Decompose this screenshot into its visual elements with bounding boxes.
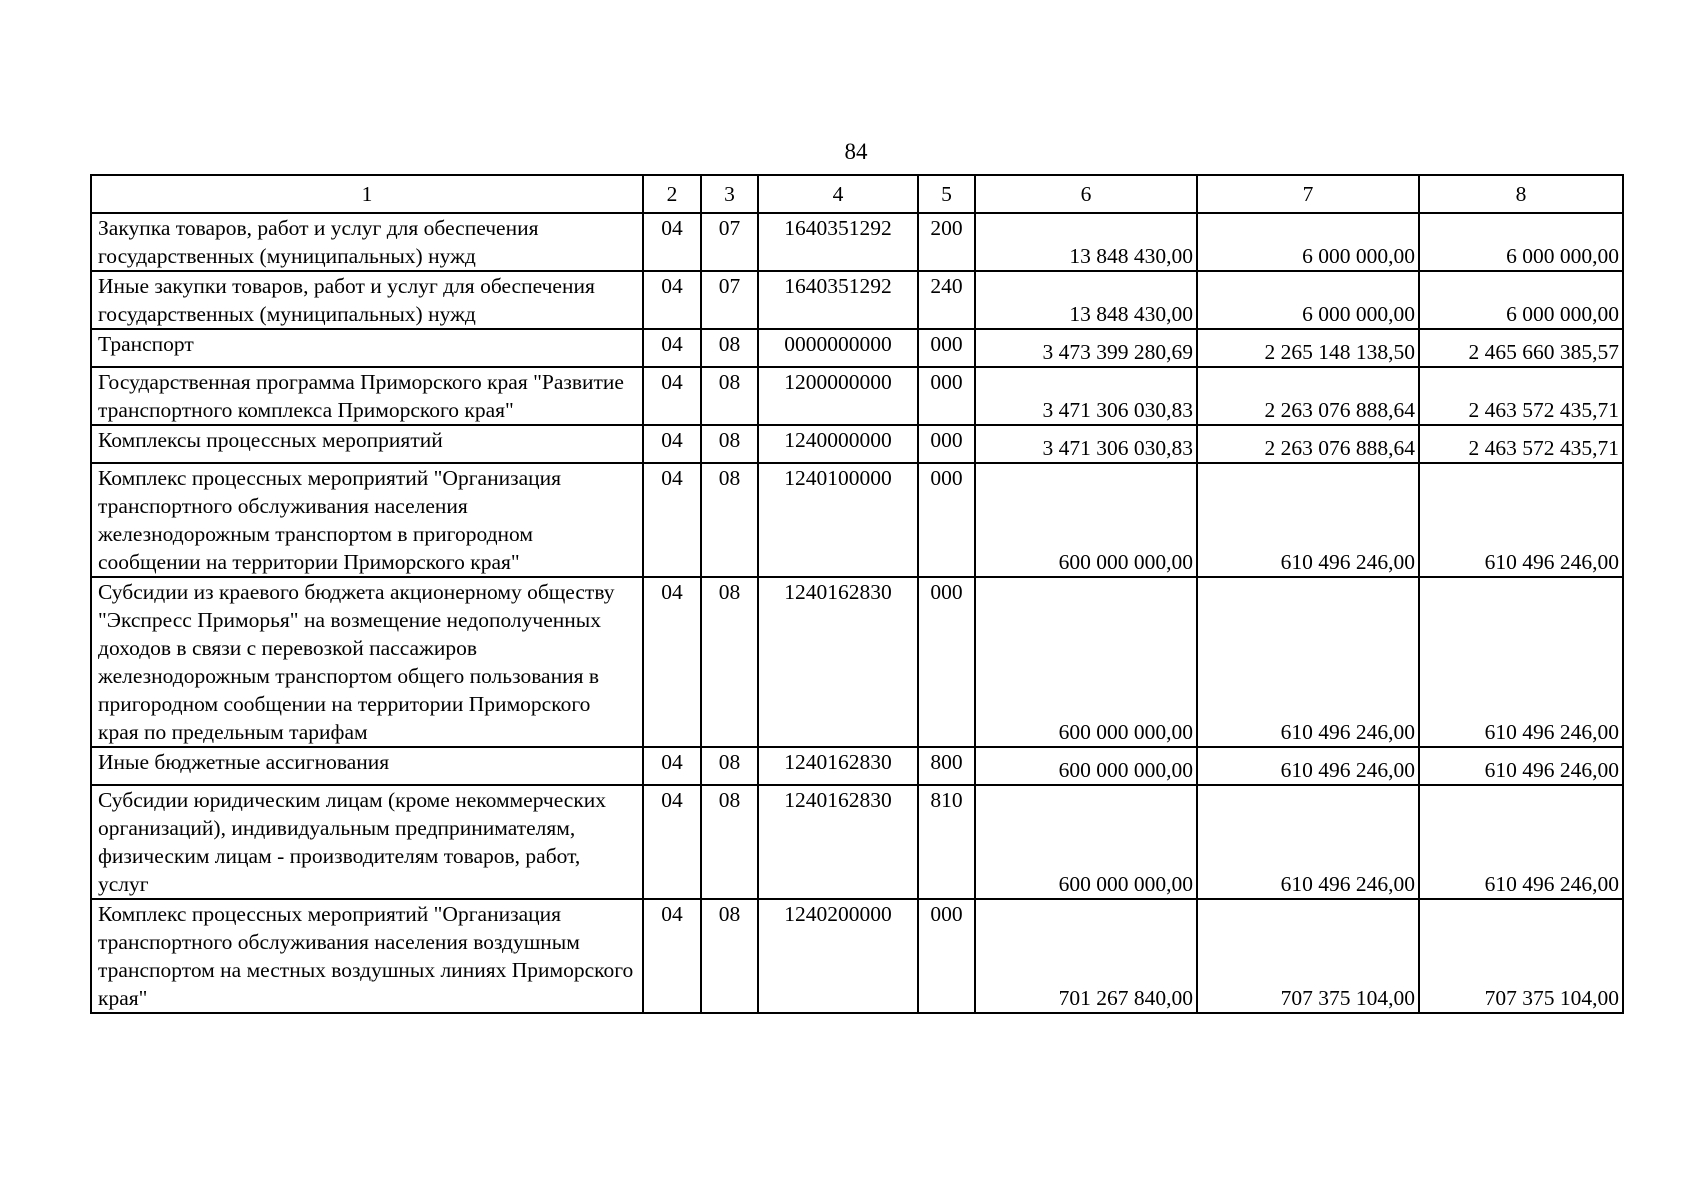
column-header: 2: [643, 175, 701, 213]
row-expense-type: 240: [918, 271, 975, 329]
column-header: 1: [91, 175, 643, 213]
table-row: [91, 899, 1623, 1013]
row-amount-col7: 2 263 076 888,64: [1197, 425, 1419, 463]
row-amount-col8: 6 000 000,00: [1419, 213, 1623, 271]
row-amount-col7: 610 496 246,00: [1197, 577, 1419, 747]
column-header: 8: [1419, 175, 1623, 213]
table-row: [91, 425, 1623, 463]
row-target-code: 1640351292: [758, 213, 918, 271]
row-target-code: 1200000000: [758, 367, 918, 425]
table-row: [91, 367, 1623, 425]
row-target-code: 1240200000: [758, 899, 918, 1013]
row-expense-type: 000: [918, 899, 975, 1013]
table-header-row: [91, 175, 1623, 213]
table-row: [91, 785, 1623, 899]
row-subsection: 07: [701, 213, 758, 271]
row-amount-col7: 6 000 000,00: [1197, 213, 1419, 271]
row-amount-col8: 2 463 572 435,71: [1419, 425, 1623, 463]
row-name: Субсидии юридическим лицам (кроме некоммерческих организаций), индивидуальным предпринимателям, физическим лицам - производителям товаров, работ, услуг: [91, 785, 643, 899]
row-expense-type: 000: [918, 425, 975, 463]
row-amount-col7: 2 263 076 888,64: [1197, 367, 1419, 425]
row-amount-col6: 600 000 000,00: [975, 463, 1197, 577]
row-section: 04: [643, 899, 701, 1013]
row-section: 04: [643, 213, 701, 271]
row-amount-col7: 610 496 246,00: [1197, 463, 1419, 577]
row-expense-type: 000: [918, 577, 975, 747]
table-row: [91, 577, 1623, 747]
row-expense-type: 000: [918, 329, 975, 367]
row-amount-col6: 701 267 840,00: [975, 899, 1197, 1013]
row-expense-type: 000: [918, 367, 975, 425]
row-name: Комплекс процессных мероприятий "Организация транспортного обслуживания населения железнодорожным транспортом в пригородном сообщении на территории Приморского края": [91, 463, 643, 577]
row-amount-col8: 2 465 660 385,57: [1419, 329, 1623, 367]
row-subsection: 08: [701, 329, 758, 367]
row-section: 04: [643, 271, 701, 329]
budget-table: [90, 174, 1624, 1014]
row-target-code: 1240000000: [758, 425, 918, 463]
row-amount-col8: 610 496 246,00: [1419, 577, 1623, 747]
row-name: Государственная программа Приморского края "Развитие транспортного комплекса Приморского края": [91, 367, 643, 425]
row-expense-type: 200: [918, 213, 975, 271]
row-expense-type: 800: [918, 747, 975, 785]
row-name: Иные бюджетные ассигнования: [91, 747, 643, 785]
row-amount-col8: 610 496 246,00: [1419, 463, 1623, 577]
row-name: Закупка товаров, работ и услуг для обеспечения государственных (муниципальных) нужд: [91, 213, 643, 271]
row-amount-col6: 600 000 000,00: [975, 747, 1197, 785]
row-amount-col7: 707 375 104,00: [1197, 899, 1419, 1013]
row-name: Субсидии из краевого бюджета акционерному обществу "Экспресс Приморья" на возмещение недополученных доходов в связи с перевозкой пассажиров железнодорожным транспортом общего пользования в пригородном сообщении на территории Приморского края по предельным тарифам: [91, 577, 643, 747]
row-subsection: 07: [701, 271, 758, 329]
row-subsection: 08: [701, 785, 758, 899]
row-name: Комплекс процессных мероприятий "Организация транспортного обслуживания населения воздушным транспортом на местных воздушных линиях Приморского края": [91, 899, 643, 1013]
column-header: 4: [758, 175, 918, 213]
table-row: [91, 329, 1623, 367]
column-header: 6: [975, 175, 1197, 213]
row-subsection: 08: [701, 425, 758, 463]
row-amount-col6: 600 000 000,00: [975, 785, 1197, 899]
row-amount-col6: 3 471 306 030,83: [975, 425, 1197, 463]
row-amount-col8: 6 000 000,00: [1419, 271, 1623, 329]
row-subsection: 08: [701, 899, 758, 1013]
row-target-code: 1240162830: [758, 747, 918, 785]
row-section: 04: [643, 785, 701, 899]
row-amount-col8: 610 496 246,00: [1419, 747, 1623, 785]
row-target-code: 0000000000: [758, 329, 918, 367]
row-amount-col6: 13 848 430,00: [975, 271, 1197, 329]
row-section: 04: [643, 463, 701, 577]
table-row: [91, 463, 1623, 577]
row-subsection: 08: [701, 463, 758, 577]
table-row: [91, 213, 1623, 271]
row-subsection: 08: [701, 367, 758, 425]
row-section: 04: [643, 367, 701, 425]
table-row: [91, 747, 1623, 785]
row-section: 04: [643, 747, 701, 785]
row-section: 04: [643, 329, 701, 367]
row-amount-col8: 707 375 104,00: [1419, 899, 1623, 1013]
row-amount-col6: 3 473 399 280,69: [975, 329, 1197, 367]
row-section: 04: [643, 425, 701, 463]
column-header: 3: [701, 175, 758, 213]
row-target-code: 1240100000: [758, 463, 918, 577]
column-header: 5: [918, 175, 975, 213]
row-subsection: 08: [701, 747, 758, 785]
row-target-code: 1640351292: [758, 271, 918, 329]
row-section: 04: [643, 577, 701, 747]
page-number: 84: [844, 139, 868, 164]
table-row: [91, 271, 1623, 329]
row-amount-col6: 13 848 430,00: [975, 213, 1197, 271]
row-amount-col7: 610 496 246,00: [1197, 785, 1419, 899]
row-target-code: 1240162830: [758, 577, 918, 747]
row-amount-col7: 610 496 246,00: [1197, 747, 1419, 785]
column-header: 7: [1197, 175, 1419, 213]
row-target-code: 1240162830: [758, 785, 918, 899]
row-amount-col8: 2 463 572 435,71: [1419, 367, 1623, 425]
row-expense-type: 000: [918, 463, 975, 577]
row-amount-col7: 6 000 000,00: [1197, 271, 1419, 329]
row-amount-col6: 3 471 306 030,83: [975, 367, 1197, 425]
row-amount-col7: 2 265 148 138,50: [1197, 329, 1419, 367]
row-name: Комплексы процессных мероприятий: [91, 425, 643, 463]
row-subsection: 08: [701, 577, 758, 747]
row-amount-col6: 600 000 000,00: [975, 577, 1197, 747]
row-expense-type: 810: [918, 785, 975, 899]
row-name: Иные закупки товаров, работ и услуг для обеспечения государственных (муниципальных) нужд: [91, 271, 643, 329]
row-amount-col8: 610 496 246,00: [1419, 785, 1623, 899]
row-name: Транспорт: [91, 329, 643, 367]
